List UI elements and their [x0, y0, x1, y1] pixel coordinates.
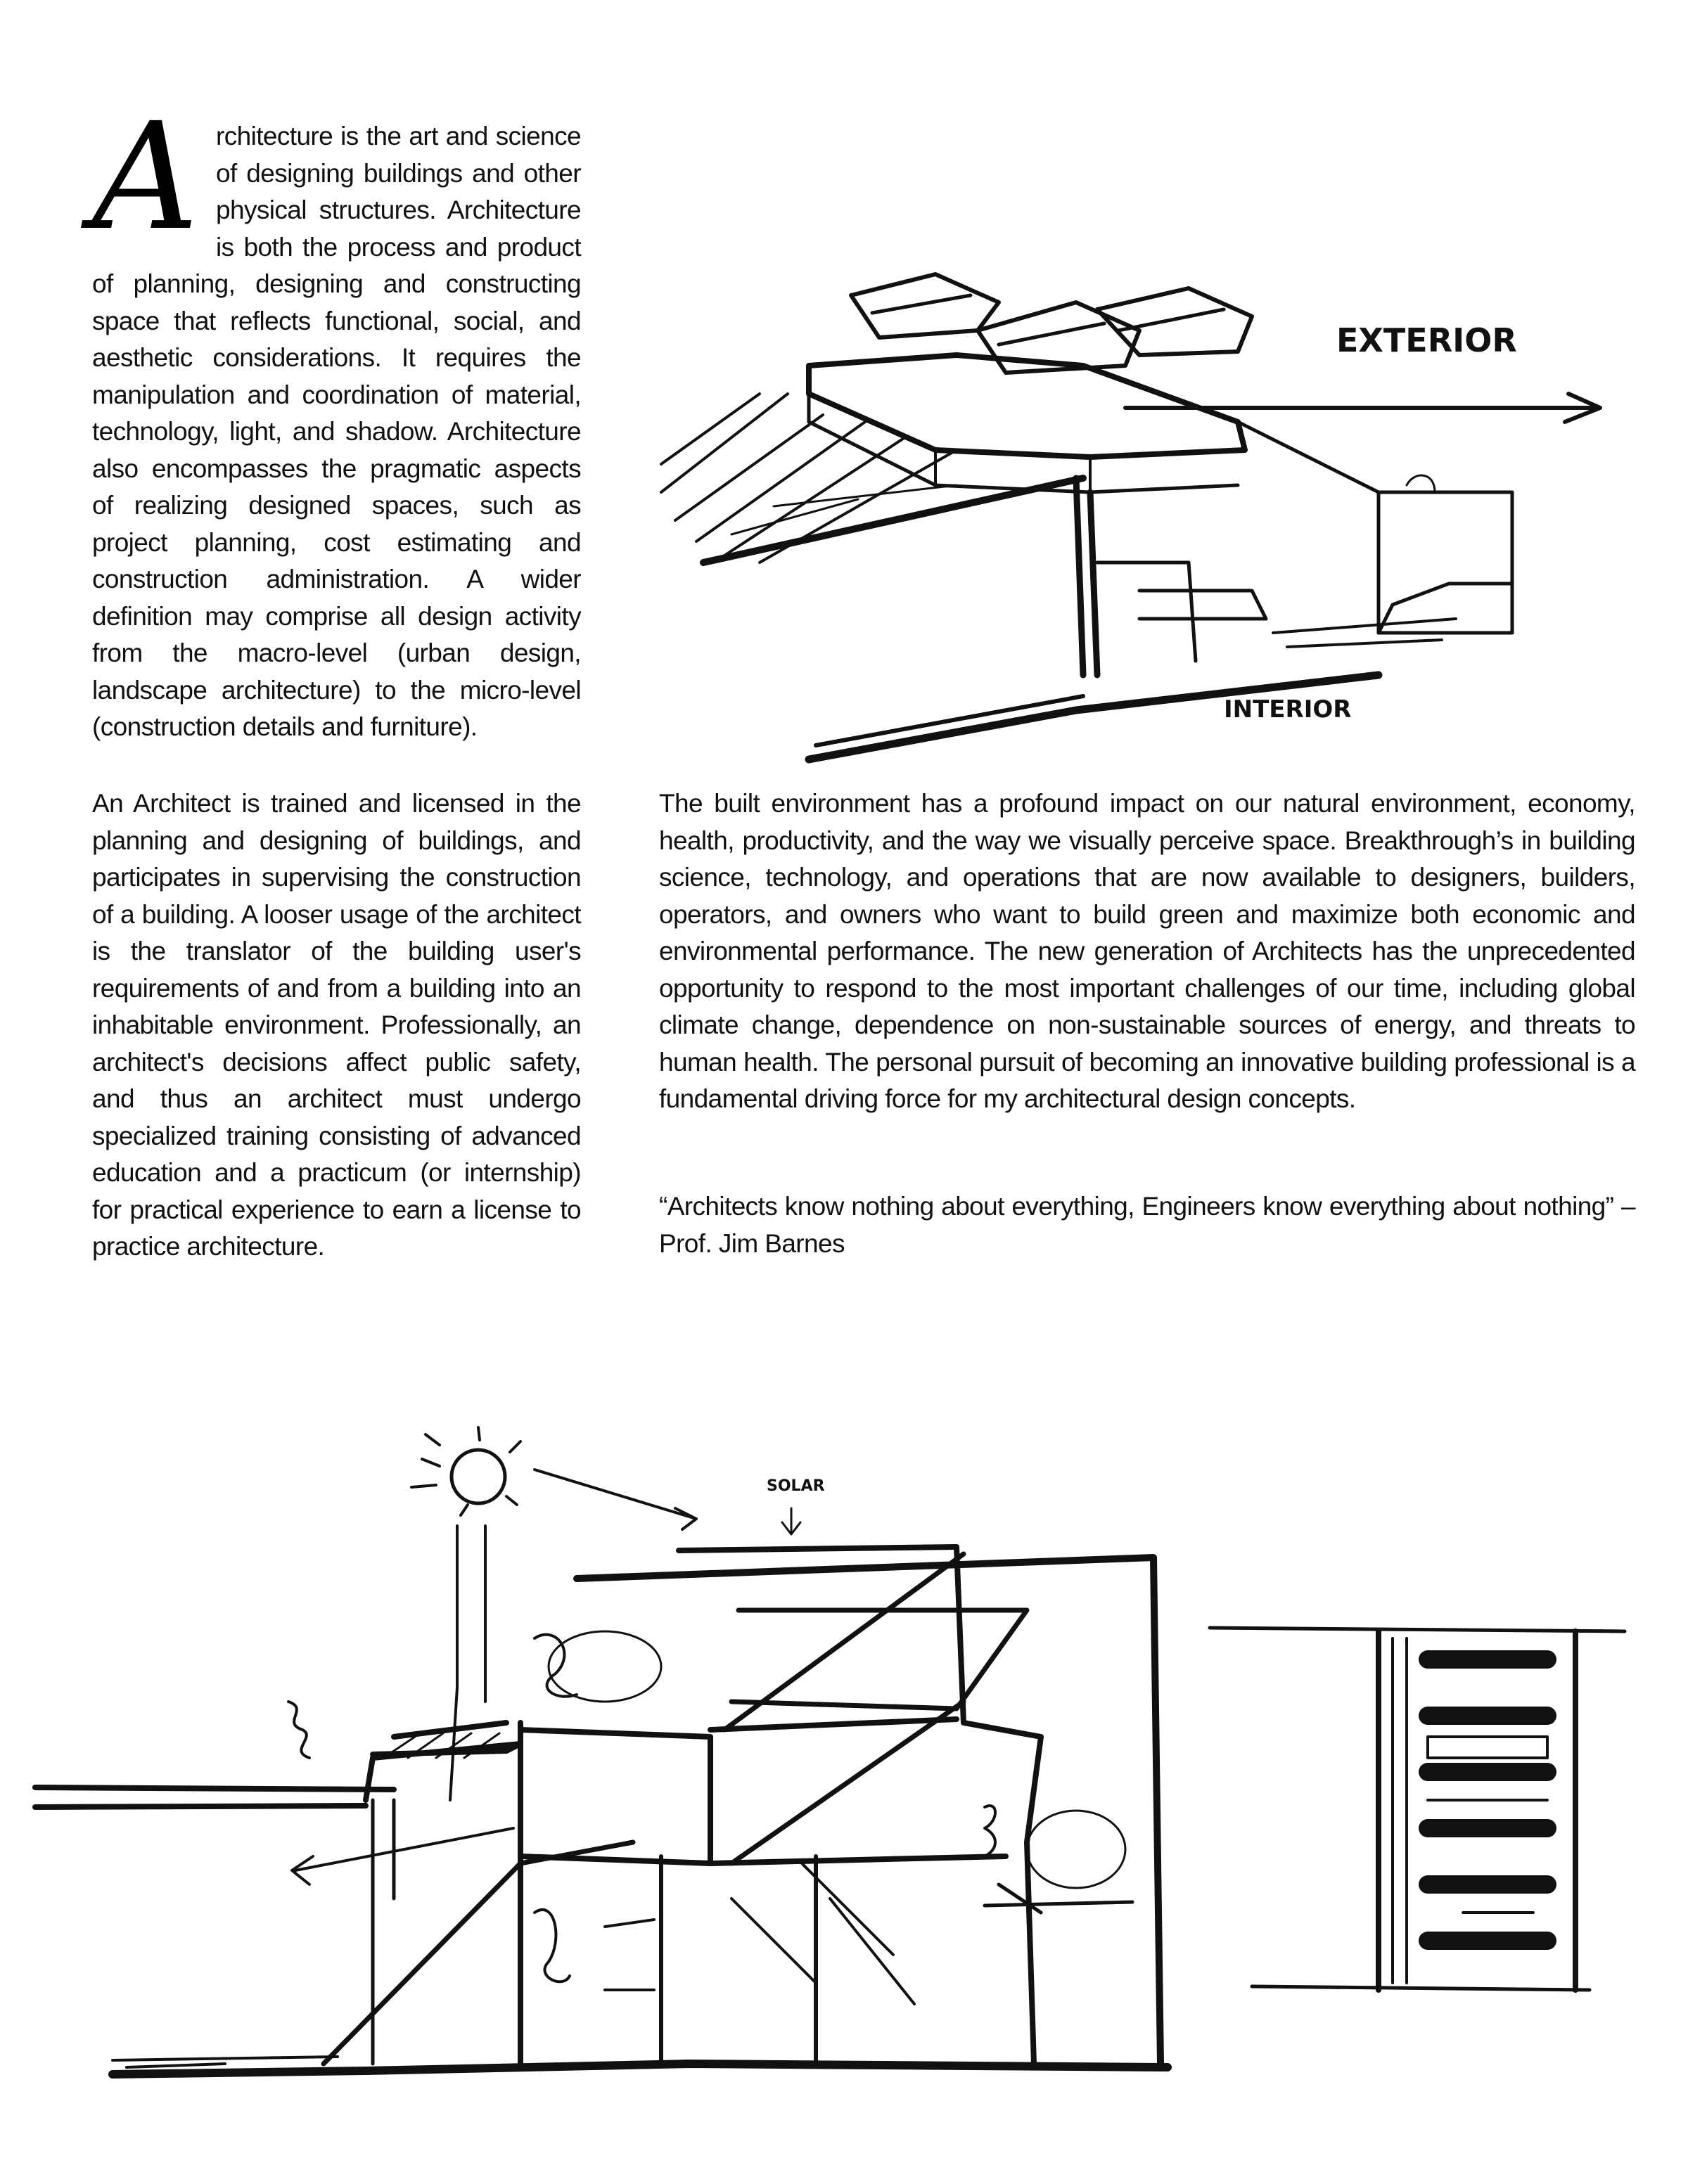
- label-interior: INTERIOR: [1224, 695, 1352, 724]
- sun-icon: [452, 1450, 505, 1503]
- architect-paragraph: An Architect is trained and licensed in the planning and designing of buildings, and participates in supervising the construction of a building. A looser usage of the architect is the translator of the building user's requirements of and from a building into an inhabitable environment. Professionally, an architect's decisions affect public safety, and thus an architect must undergo specialized training consisting of advanced education and a practicum (or internship) for practical experience to earn a license to practice architecture.: [92, 789, 581, 1261]
- section-sketch-lines: [35, 1427, 1625, 2074]
- label-exterior: EXTERIOR: [1336, 321, 1517, 359]
- quote-paragraph: “Architects know nothing about everything, Engineers know everything about nothing” –Prof. Jim Barnes: [659, 1192, 1635, 1258]
- label-solar: SOLAR: [767, 1477, 825, 1495]
- environment-paragraph: The built environment has a profound impact on our natural environment, economy, health, productivity, and the way we visually perceive space. Breakthrough’s in building science, technology, and operations that are now available to designers, builders, operators, and owners who want to build green and maximize both economic and environmental performance. The new generation of Architects has the unprecedented opportunity to respond to the most important challenges of our time, including global climate change, dependence on non-sustainable sources of energy, and threats to human health. The personal pursuit of becoming an innovative building professional is a fundamental driving force for my architectural design concepts.: [659, 789, 1635, 1113]
- intro-text: rchitecture is the art and science of designing buildings and other physical structures. Architecture is both the process and product of planning, designing and constructing space that reflects functional, social, and aesthetic considerations. It requires the manipulation and coordination of material, technology, light, and shadow. Architecture also encompasses the pragmatic aspects of realizing designed spaces, such as project planning, cost estimating and construction administration. A wider definition may comprise all design activity from the macro-level (urban design, landscape architecture) to the micro-level (construction details and furniture).: [92, 122, 581, 741]
- drop-cap: A: [92, 91, 199, 263]
- intro-paragraph: [92, 91, 581, 746]
- perspective-sketch-lines: [661, 274, 1600, 759]
